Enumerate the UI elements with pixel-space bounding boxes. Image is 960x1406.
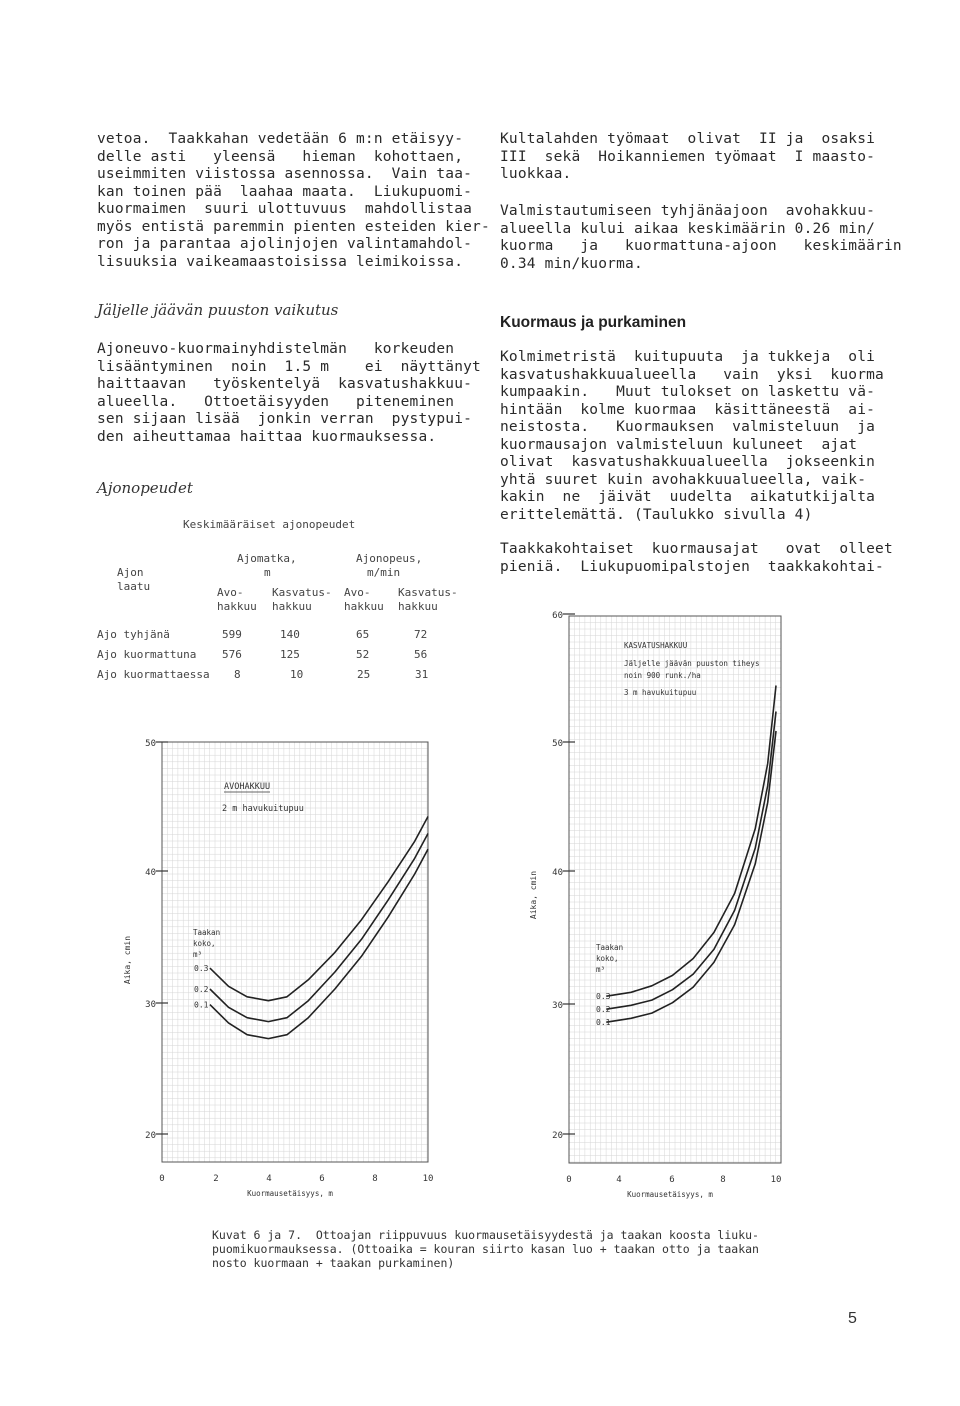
text-line: ron ja parantaa ajolinjojen valintamahdol- bbox=[97, 236, 473, 252]
table-sub-kasv-2: hakkuu bbox=[272, 600, 312, 613]
text-line: III sekä Hoikanniemen työmaat I maasto- bbox=[500, 148, 876, 165]
y-axis-label: Aika, cmin bbox=[529, 870, 538, 920]
table-row-label: Ajo tyhjänä bbox=[97, 628, 170, 641]
table-group-speed: Ajonopeus, bbox=[356, 552, 423, 565]
text-line: erittelemättä. (Taulukko sivulla 4) bbox=[500, 506, 813, 523]
table-sub-avo-1: Avo- bbox=[217, 586, 244, 599]
x-tick-label: 6 bbox=[669, 1175, 675, 1185]
caption-line: Kuvat 6 ja 7. Ottoajan riippuvuus kuormausetäisyydestä ja taakan koosta liuku- bbox=[212, 1228, 759, 1242]
text-line: Valmistautumiseen tyhjänäajoon avohakkuu- bbox=[500, 203, 876, 219]
chart-note: 3 m havukuitupuu bbox=[624, 688, 697, 697]
x-tick-label: 2 bbox=[213, 1174, 219, 1184]
text-line: sen sijaan lisää jonkin verran pystypui- bbox=[97, 411, 473, 427]
caption-line: nosto kuormaan + taakan purkaminen) bbox=[212, 1256, 455, 1270]
table-sub-avo-4: hakkuu bbox=[344, 600, 384, 613]
table-cell: 56 bbox=[414, 648, 428, 661]
series-label: 0.2 bbox=[596, 1005, 611, 1015]
y-tick-label: 60 bbox=[552, 611, 563, 621]
x-tick-label: 0 bbox=[159, 1174, 165, 1184]
x-tick-label: 8 bbox=[720, 1175, 726, 1185]
x-axis-label: Kuormausetäisyys, m bbox=[627, 1190, 713, 1199]
figure-caption bbox=[212, 1228, 759, 1270]
table-title: Keskimääräiset ajonopeudet bbox=[183, 518, 356, 531]
table-cell: 576 bbox=[222, 648, 242, 661]
y-tick-label: 50 bbox=[552, 739, 563, 749]
table-cell: 8 bbox=[234, 668, 241, 681]
table-cell: 25 bbox=[357, 668, 371, 681]
chart-subtitle-1: Jäljelle jäävän puuston tiheys bbox=[624, 659, 760, 668]
text-line: olivat kasvatushakkuualueella jokseenkin bbox=[500, 454, 876, 470]
table-cell: 31 bbox=[415, 668, 429, 681]
x-tick-label: 8 bbox=[372, 1174, 378, 1184]
text-line: pieniä. Liukupuomipalstojen taakkakohtai- bbox=[500, 558, 884, 575]
text-line: alueella kului aikaa keskimäärin 0.26 min/ bbox=[500, 220, 876, 237]
section-heading-driving-speeds: Ajonopeudet bbox=[97, 479, 193, 497]
text-line: Kolmimetristä kuitupuuta ja tukkeja oli bbox=[500, 349, 876, 365]
text-line: kuormausajon valmisteluun kuluneet ajat bbox=[500, 436, 858, 453]
legend-title-line: koko, bbox=[596, 954, 619, 963]
y-tick-label: 20 bbox=[552, 1131, 563, 1141]
table-cell: 125 bbox=[280, 648, 300, 661]
series-label: 0.2 bbox=[194, 984, 209, 994]
y-tick-label: 40 bbox=[552, 868, 563, 878]
text-line: kakin ne jäivät uudelta aikatutkijalta bbox=[500, 489, 876, 505]
table-cell: 72 bbox=[414, 628, 428, 641]
text-line: useimmiten viistossa asennossa. Vain taa- bbox=[97, 166, 473, 182]
text-line: kuorma ja kuormattuna-ajoon keskimäärin bbox=[500, 238, 902, 254]
table-sub-kasv-1: Kasvatus- bbox=[272, 586, 332, 599]
text-line: lisuuksia vaikeamaastoisissa leimikoissa. bbox=[97, 253, 464, 270]
x-axis-label: Kuormausetäisyys, m bbox=[247, 1189, 333, 1198]
chart-subtitle: 2 m havukuitupuu bbox=[222, 804, 304, 814]
x-tick-label: 0 bbox=[566, 1175, 572, 1185]
chart-clearcut-plot bbox=[123, 739, 433, 1198]
text-line: Taakkakohtaiset kuormausajat ovat olleet bbox=[500, 541, 893, 557]
text-line: alueella. Ottoetäisyyden piteneminen bbox=[97, 393, 455, 410]
table-sub-avo-3: Avo- bbox=[344, 586, 371, 599]
text-line: kan toinen pää laahaa maata. Liukupuomi- bbox=[97, 183, 473, 200]
legend-title-line: koko, bbox=[193, 939, 216, 948]
legend-title-line: Taakan bbox=[596, 943, 624, 952]
text-line: kasvatushakkuualueella vain yksi kuorma bbox=[500, 366, 884, 383]
table-group-distance-unit: m bbox=[264, 566, 271, 579]
text-line: Kultalahden työmaat olivat II ja osaksi bbox=[500, 131, 876, 147]
text-line: den aiheuttamaa haittaa kuormauksessa. bbox=[97, 428, 437, 445]
table-cell: 52 bbox=[356, 648, 370, 661]
x-tick-label: 10 bbox=[770, 1175, 782, 1185]
legend-title-line: Taakan bbox=[193, 928, 221, 937]
table-sub-kasv-4: hakkuu bbox=[398, 600, 438, 613]
series-label: 0.3 bbox=[194, 964, 209, 974]
x-tick-label: 6 bbox=[319, 1174, 325, 1184]
text-line: kumpaakin. Muut tulokset on laskettu vä- bbox=[500, 384, 876, 400]
y-tick-label: 30 bbox=[145, 1000, 156, 1010]
table-cell: 65 bbox=[356, 628, 370, 641]
table-col-laatu: laatu bbox=[117, 580, 151, 593]
series-label: 0.1 bbox=[194, 1000, 209, 1010]
caption-line: puomikuormauksessa. (Ottoaika = kouran siirto kasan luo + taakan otto ja taakan bbox=[212, 1242, 759, 1256]
table-col-ajon: Ajon bbox=[117, 566, 144, 579]
y-tick-label: 30 bbox=[552, 1001, 563, 1011]
x-tick-label: 10 bbox=[422, 1174, 434, 1184]
legend-title-line: m³ bbox=[193, 950, 203, 959]
text-line: 0.34 min/kuorma. bbox=[500, 255, 643, 272]
chart-title: KASVATUSHAKKUU bbox=[624, 641, 688, 650]
text-line: delle asti yleensä hieman kohottaen, bbox=[97, 148, 464, 165]
table-cell: 599 bbox=[222, 628, 242, 641]
y-axis-label: Aika, cmin bbox=[123, 935, 132, 985]
section-heading-loading: Kuormaus ja purkaminen bbox=[500, 314, 687, 331]
chart-subtitle-2: noin 900 runk./ha bbox=[624, 671, 701, 680]
table-cell: 140 bbox=[280, 628, 300, 641]
text-line: luokkaa. bbox=[500, 166, 572, 182]
section-heading-remaining-stand: Jäljelle jäävän puuston vaikutus bbox=[97, 301, 339, 319]
table-sub-avo-2: hakkuu bbox=[217, 600, 257, 613]
series-label: 0.1 bbox=[596, 1018, 611, 1028]
x-tick-label: 4 bbox=[616, 1175, 622, 1185]
y-tick-label: 40 bbox=[145, 868, 156, 878]
table-sub-kasv-3: Kasvatus- bbox=[398, 586, 458, 599]
text-line: neistosta. Kuormauksen valmisteluun ja bbox=[500, 419, 876, 435]
text-line: kuormaimen suuri ulottuvuus mahdollistaa bbox=[97, 201, 473, 217]
legend-title-line: m³ bbox=[596, 965, 606, 974]
text-line: haittaavan työskentelyä kasvatushakkuu- bbox=[97, 376, 473, 392]
y-tick-label: 50 bbox=[145, 739, 156, 749]
text-line: yhtä suuret kuin avohakkuualueella, vaik- bbox=[500, 471, 867, 488]
text-line: hintään kolme kuormaa käsittäneestä ai- bbox=[500, 401, 876, 418]
table-group-speed-unit: m/min bbox=[367, 566, 401, 579]
text-line: myös entistä paremmin pienten esteiden kier- bbox=[97, 218, 490, 235]
text-line: vetoa. Taakkahan vedetään 6 m:n etäisyy- bbox=[97, 131, 464, 147]
table-cell: 10 bbox=[290, 668, 304, 681]
table-row-label: Ajo kuormattuna bbox=[97, 648, 197, 661]
series-label: 0.3 bbox=[596, 992, 611, 1002]
y-tick-label: 20 bbox=[145, 1131, 156, 1141]
text-line: Ajoneuvo-kuormainyhdistelmän korkeuden bbox=[97, 341, 455, 357]
chart-title: AVOHAKKUU bbox=[224, 782, 271, 792]
x-tick-label: 4 bbox=[266, 1174, 272, 1184]
table-row-label: Ajo kuormattaessa bbox=[97, 668, 210, 681]
text-line: lisääntyminen noin 1.5 m ei näyttänyt bbox=[97, 358, 481, 375]
table-group-distance: Ajomatka, bbox=[237, 552, 297, 565]
chart-thinning-plot bbox=[529, 611, 781, 1199]
page-number: 5 bbox=[848, 1310, 857, 1327]
